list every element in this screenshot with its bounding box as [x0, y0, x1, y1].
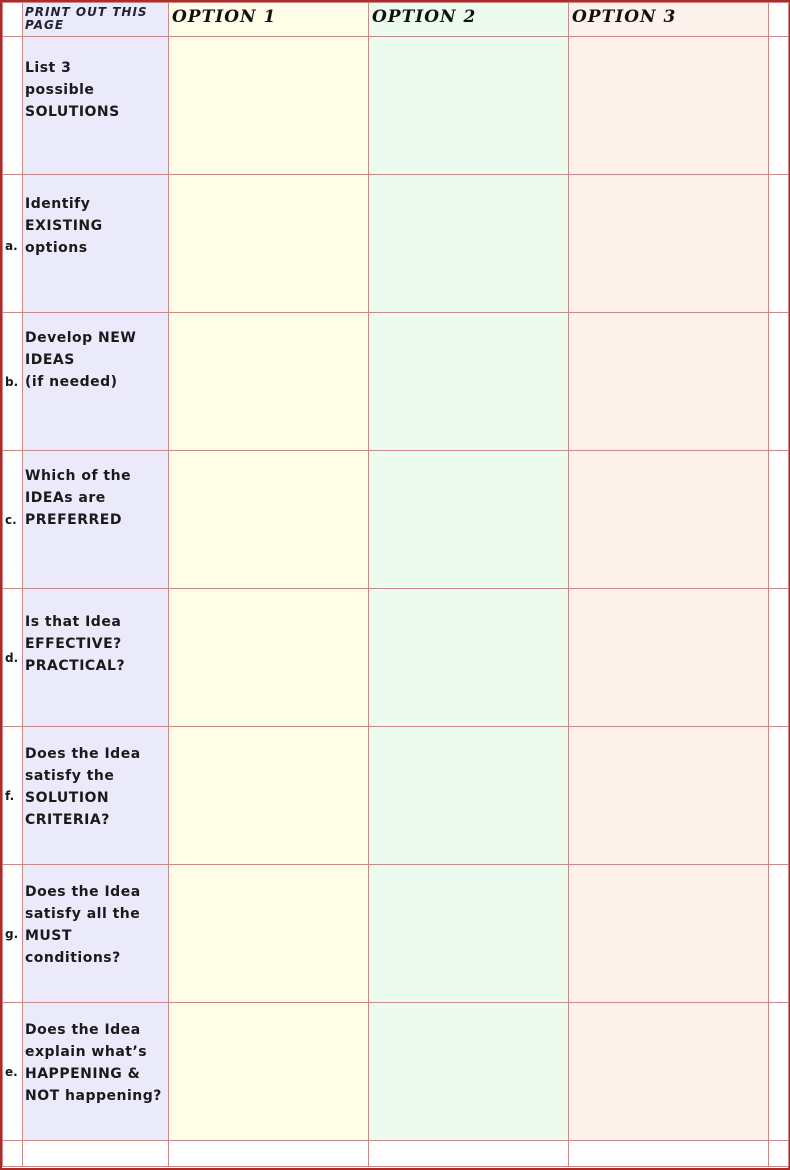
question-cell: [23, 727, 169, 865]
footer-question-cell: [23, 1141, 169, 1167]
question-cell: [23, 37, 169, 175]
option-2-answer-cell[interactable]: [369, 451, 569, 589]
row-letter-cell: [3, 1003, 23, 1141]
option-1-answer-cell[interactable]: [169, 37, 369, 175]
option-2-answer-cell[interactable]: [369, 37, 569, 175]
header-option-1-cell: [169, 3, 369, 37]
option-3-answer-cell[interactable]: [569, 313, 769, 451]
question-cell: [23, 313, 169, 451]
footer-row: [3, 1141, 789, 1167]
header-print-cell: [23, 3, 169, 37]
option-3-answer-cell[interactable]: [569, 727, 769, 865]
question-text: Does the Idea satisfy the SOLUTION CRITERIA?: [25, 746, 141, 828]
question-text: Does the Idea satisfy all the MUST conditions?: [25, 884, 141, 966]
option-2-answer-cell[interactable]: [369, 175, 569, 313]
question-cell: [23, 589, 169, 727]
question-row: [3, 175, 789, 313]
header-option-2-cell: [369, 3, 569, 37]
row-end-cell: [769, 1003, 789, 1141]
option-3-answer-cell[interactable]: [569, 1003, 769, 1141]
question-text: Does the Idea explain what’s HAPPENING & NOT happening?: [25, 1022, 162, 1104]
option-3-answer-cell[interactable]: [569, 451, 769, 589]
question-text: Develop NEW IDEAS (if needed): [25, 330, 137, 390]
row-end-cell: [769, 175, 789, 313]
option-2-label: OPTION 2: [372, 7, 477, 27]
row-letter: b.: [5, 375, 19, 389]
row-letter-cell: [3, 865, 23, 1003]
option-1-answer-cell[interactable]: [169, 727, 369, 865]
row-letter-cell: [3, 451, 23, 589]
footer-option-1-cell: [169, 1141, 369, 1167]
row-letter: a.: [5, 239, 18, 253]
row-letter-cell: [3, 727, 23, 865]
question-row: [3, 865, 789, 1003]
option-1-answer-cell[interactable]: [169, 1003, 369, 1141]
question-row: [3, 589, 789, 727]
option-3-answer-cell[interactable]: [569, 865, 769, 1003]
row-letter: c.: [5, 513, 17, 527]
row-end-cell: [769, 37, 789, 175]
row-end-cell: [769, 451, 789, 589]
footer-option-2-cell: [369, 1141, 569, 1167]
option-3-answer-cell[interactable]: [569, 37, 769, 175]
question-row: [3, 37, 789, 175]
row-letter: e.: [5, 1065, 18, 1079]
row-letter-cell: [3, 175, 23, 313]
question-text: Identify EXISTING options: [25, 196, 103, 256]
option-2-answer-cell[interactable]: [369, 589, 569, 727]
question-row: [3, 1003, 789, 1141]
option-3-answer-cell[interactable]: [569, 589, 769, 727]
header-letter-cell: [3, 3, 23, 37]
solutions-table: [2, 2, 789, 1167]
option-1-label: OPTION 1: [172, 7, 277, 27]
question-row: [3, 727, 789, 865]
question-cell: [23, 1003, 169, 1141]
question-row: [3, 451, 789, 589]
option-1-answer-cell[interactable]: [169, 589, 369, 727]
row-end-cell: [769, 865, 789, 1003]
header-row: [3, 3, 789, 37]
footer-letter-cell: [3, 1141, 23, 1167]
question-text: Which of the IDEAs are PREFERRED: [25, 468, 132, 528]
row-letter: g.: [5, 927, 19, 941]
question-cell: [23, 451, 169, 589]
option-2-answer-cell[interactable]: [369, 727, 569, 865]
question-text: List 3 possible SOLUTIONS: [25, 60, 120, 120]
row-end-cell: [769, 313, 789, 451]
option-3-answer-cell[interactable]: [569, 175, 769, 313]
question-text: Is that Idea EFFECTIVE? PRACTICAL?: [25, 614, 126, 674]
row-letter-cell: [3, 313, 23, 451]
row-letter: d.: [5, 651, 19, 665]
question-row: [3, 313, 789, 451]
row-end-cell: [769, 589, 789, 727]
row-letter: f.: [5, 789, 15, 803]
option-2-answer-cell[interactable]: [369, 1003, 569, 1141]
option-1-answer-cell[interactable]: [169, 865, 369, 1003]
row-end-cell: [769, 727, 789, 865]
option-3-label: OPTION 3: [572, 7, 677, 27]
row-letter-cell: [3, 37, 23, 175]
footer-end-cell: [769, 1141, 789, 1167]
option-1-answer-cell[interactable]: [169, 175, 369, 313]
header-end-cell: [769, 3, 789, 37]
option-1-answer-cell[interactable]: [169, 313, 369, 451]
footer-option-3-cell: [569, 1141, 769, 1167]
option-2-answer-cell[interactable]: [369, 865, 569, 1003]
header-option-3-cell: [569, 3, 769, 37]
question-cell: [23, 175, 169, 313]
option-1-answer-cell[interactable]: [169, 451, 369, 589]
option-2-answer-cell[interactable]: [369, 313, 569, 451]
row-letter-cell: [3, 589, 23, 727]
question-cell: [23, 865, 169, 1003]
print-out-label: PRINT OUT THIS PAGE: [25, 5, 148, 32]
